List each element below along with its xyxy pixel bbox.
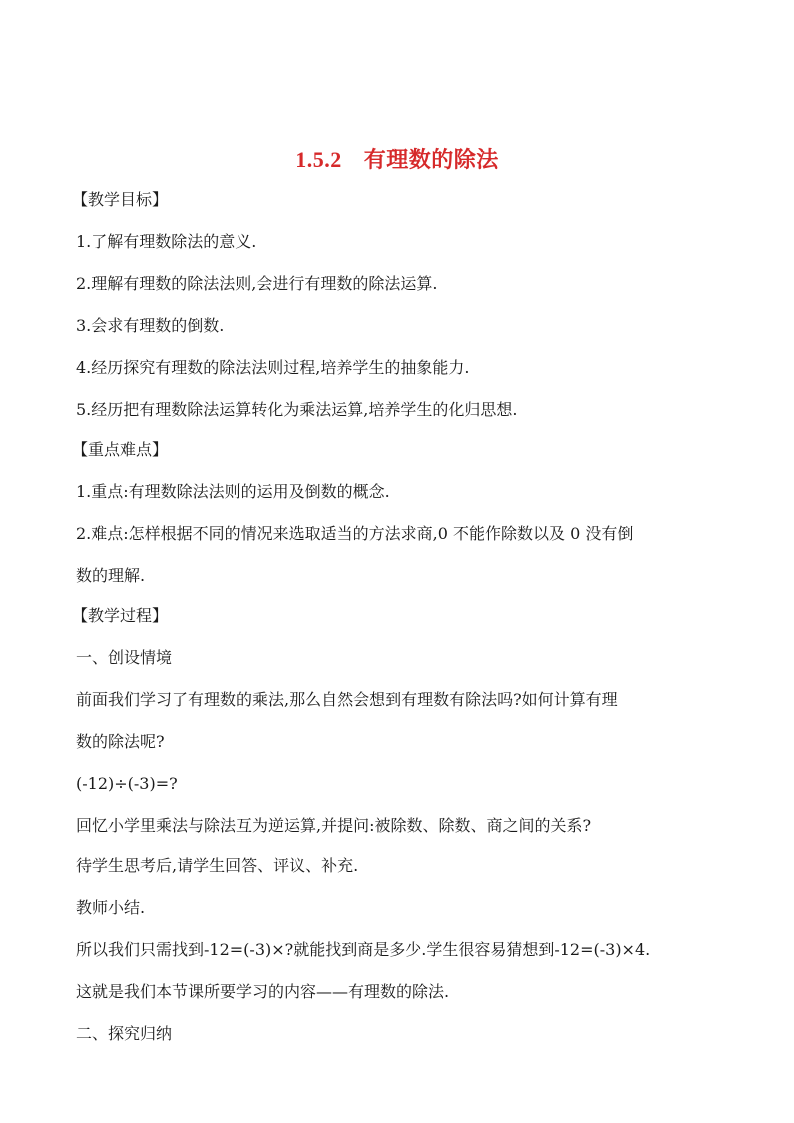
process-line-6: 教师小结.: [76, 898, 146, 917]
key-point-2-cont: 数的理解.: [76, 566, 146, 585]
process-line-3: (-12)÷(-3)=?: [76, 774, 178, 793]
heading-process: 【教学过程】: [72, 606, 169, 625]
goal-1: 1.了解有理数除法的意义.: [76, 232, 257, 251]
section-number: 1.5.2: [295, 147, 342, 172]
goal-4: 4.经历探究有理数的除法法则过程,培养学生的抽象能力.: [76, 358, 470, 377]
process-line-1: 前面我们学习了有理数的乘法,那么自然会想到有理数有除法吗?如何计算有理: [76, 690, 618, 709]
goal-2: 2.理解有理数的除法法则,会进行有理数的除法运算.: [76, 274, 438, 293]
process-part1-heading: 一、创设情境: [76, 648, 173, 667]
page-title: [0, 143, 794, 174]
key-point-1: 1.重点:有理数除法法则的运用及倒数的概念.: [76, 482, 390, 501]
goal-5: 5.经历把有理数除法运算转化为乘法运算,培养学生的化归思想.: [76, 400, 518, 419]
process-line-5: 待学生思考后,请学生回答、评议、补充.: [76, 856, 359, 875]
key-point-2: 2.难点:怎样根据不同的情况来选取适当的方法求商,0 不能作除数以及 0 没有倒: [76, 524, 634, 543]
process-line-8: 这就是我们本节课所要学习的内容——有理数的除法.: [76, 982, 450, 1001]
heading-key-points: 【重点难点】: [72, 440, 169, 459]
process-line-4: 回忆小学里乘法与除法互为逆运算,并提问:被除数、除数、商之间的关系?: [76, 816, 592, 835]
process-line-2: 数的除法呢?: [76, 732, 165, 751]
process-part2-heading: 二、探究归纳: [76, 1024, 173, 1043]
title-text: 有理数的除法: [363, 147, 499, 173]
process-line-7: 所以我们只需找到-12=(-3)×?就能找到商是多少.学生很容易猜想到-12=(-3)×4.: [76, 940, 651, 959]
heading-goals: 【教学目标】: [72, 190, 169, 209]
goal-3: 3.会求有理数的倒数.: [76, 316, 225, 335]
